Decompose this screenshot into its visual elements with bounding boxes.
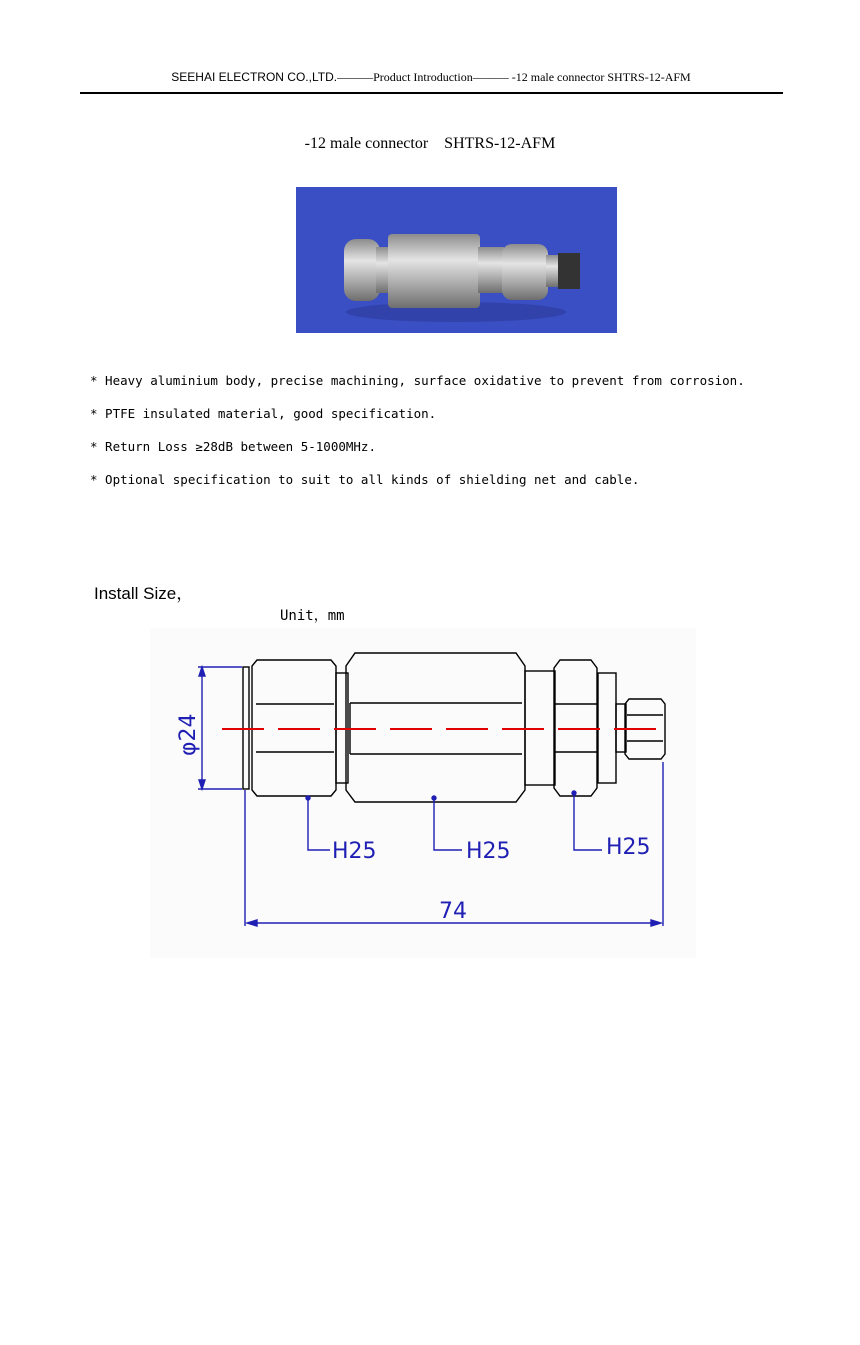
diameter-label: φ24 — [176, 713, 201, 756]
title-model: SHTRS-12-AFM — [444, 135, 556, 152]
connector-photo — [296, 187, 617, 333]
feature-item: * Return Loss ≥28dB between 5-1000MHz. — [90, 439, 376, 454]
feature-list — [90, 371, 745, 503]
length-label: 74 — [439, 899, 467, 924]
header-dash: ——— — [337, 70, 374, 84]
hex-size-label: H25 — [332, 839, 377, 864]
feature-item: * Heavy aluminium body, precise machining, surface oxidative to prevent from corrosion. — [90, 373, 745, 388]
header-rule — [80, 92, 783, 94]
page-title — [0, 135, 860, 153]
header-dash: ——— — [472, 70, 512, 84]
dimension-drawing — [150, 628, 696, 958]
header-company: SEEHAI ELECTRON CO.,LTD. — [171, 70, 338, 84]
connector-drawing — [150, 628, 696, 958]
header-section: Product Introduction — [373, 70, 473, 84]
title-name: -12 male connector — [304, 135, 429, 152]
dimension-labels — [176, 713, 651, 924]
install-size-heading: Install Size， — [94, 584, 194, 603]
connector-outline — [243, 653, 665, 802]
feature-item: * PTFE insulated material, good specification. — [90, 406, 437, 421]
hex-size-label: H25 — [466, 839, 511, 864]
page-header — [80, 70, 782, 85]
unit-label: Unit，mm — [280, 608, 345, 624]
feature-item: * Optional specification to suit to all kinds of shielding net and cable. — [90, 472, 640, 487]
header-product: -12 male connector SHTRS-12-AFM — [511, 70, 691, 84]
hex-size-label: H25 — [606, 835, 651, 860]
product-photo — [296, 187, 617, 333]
